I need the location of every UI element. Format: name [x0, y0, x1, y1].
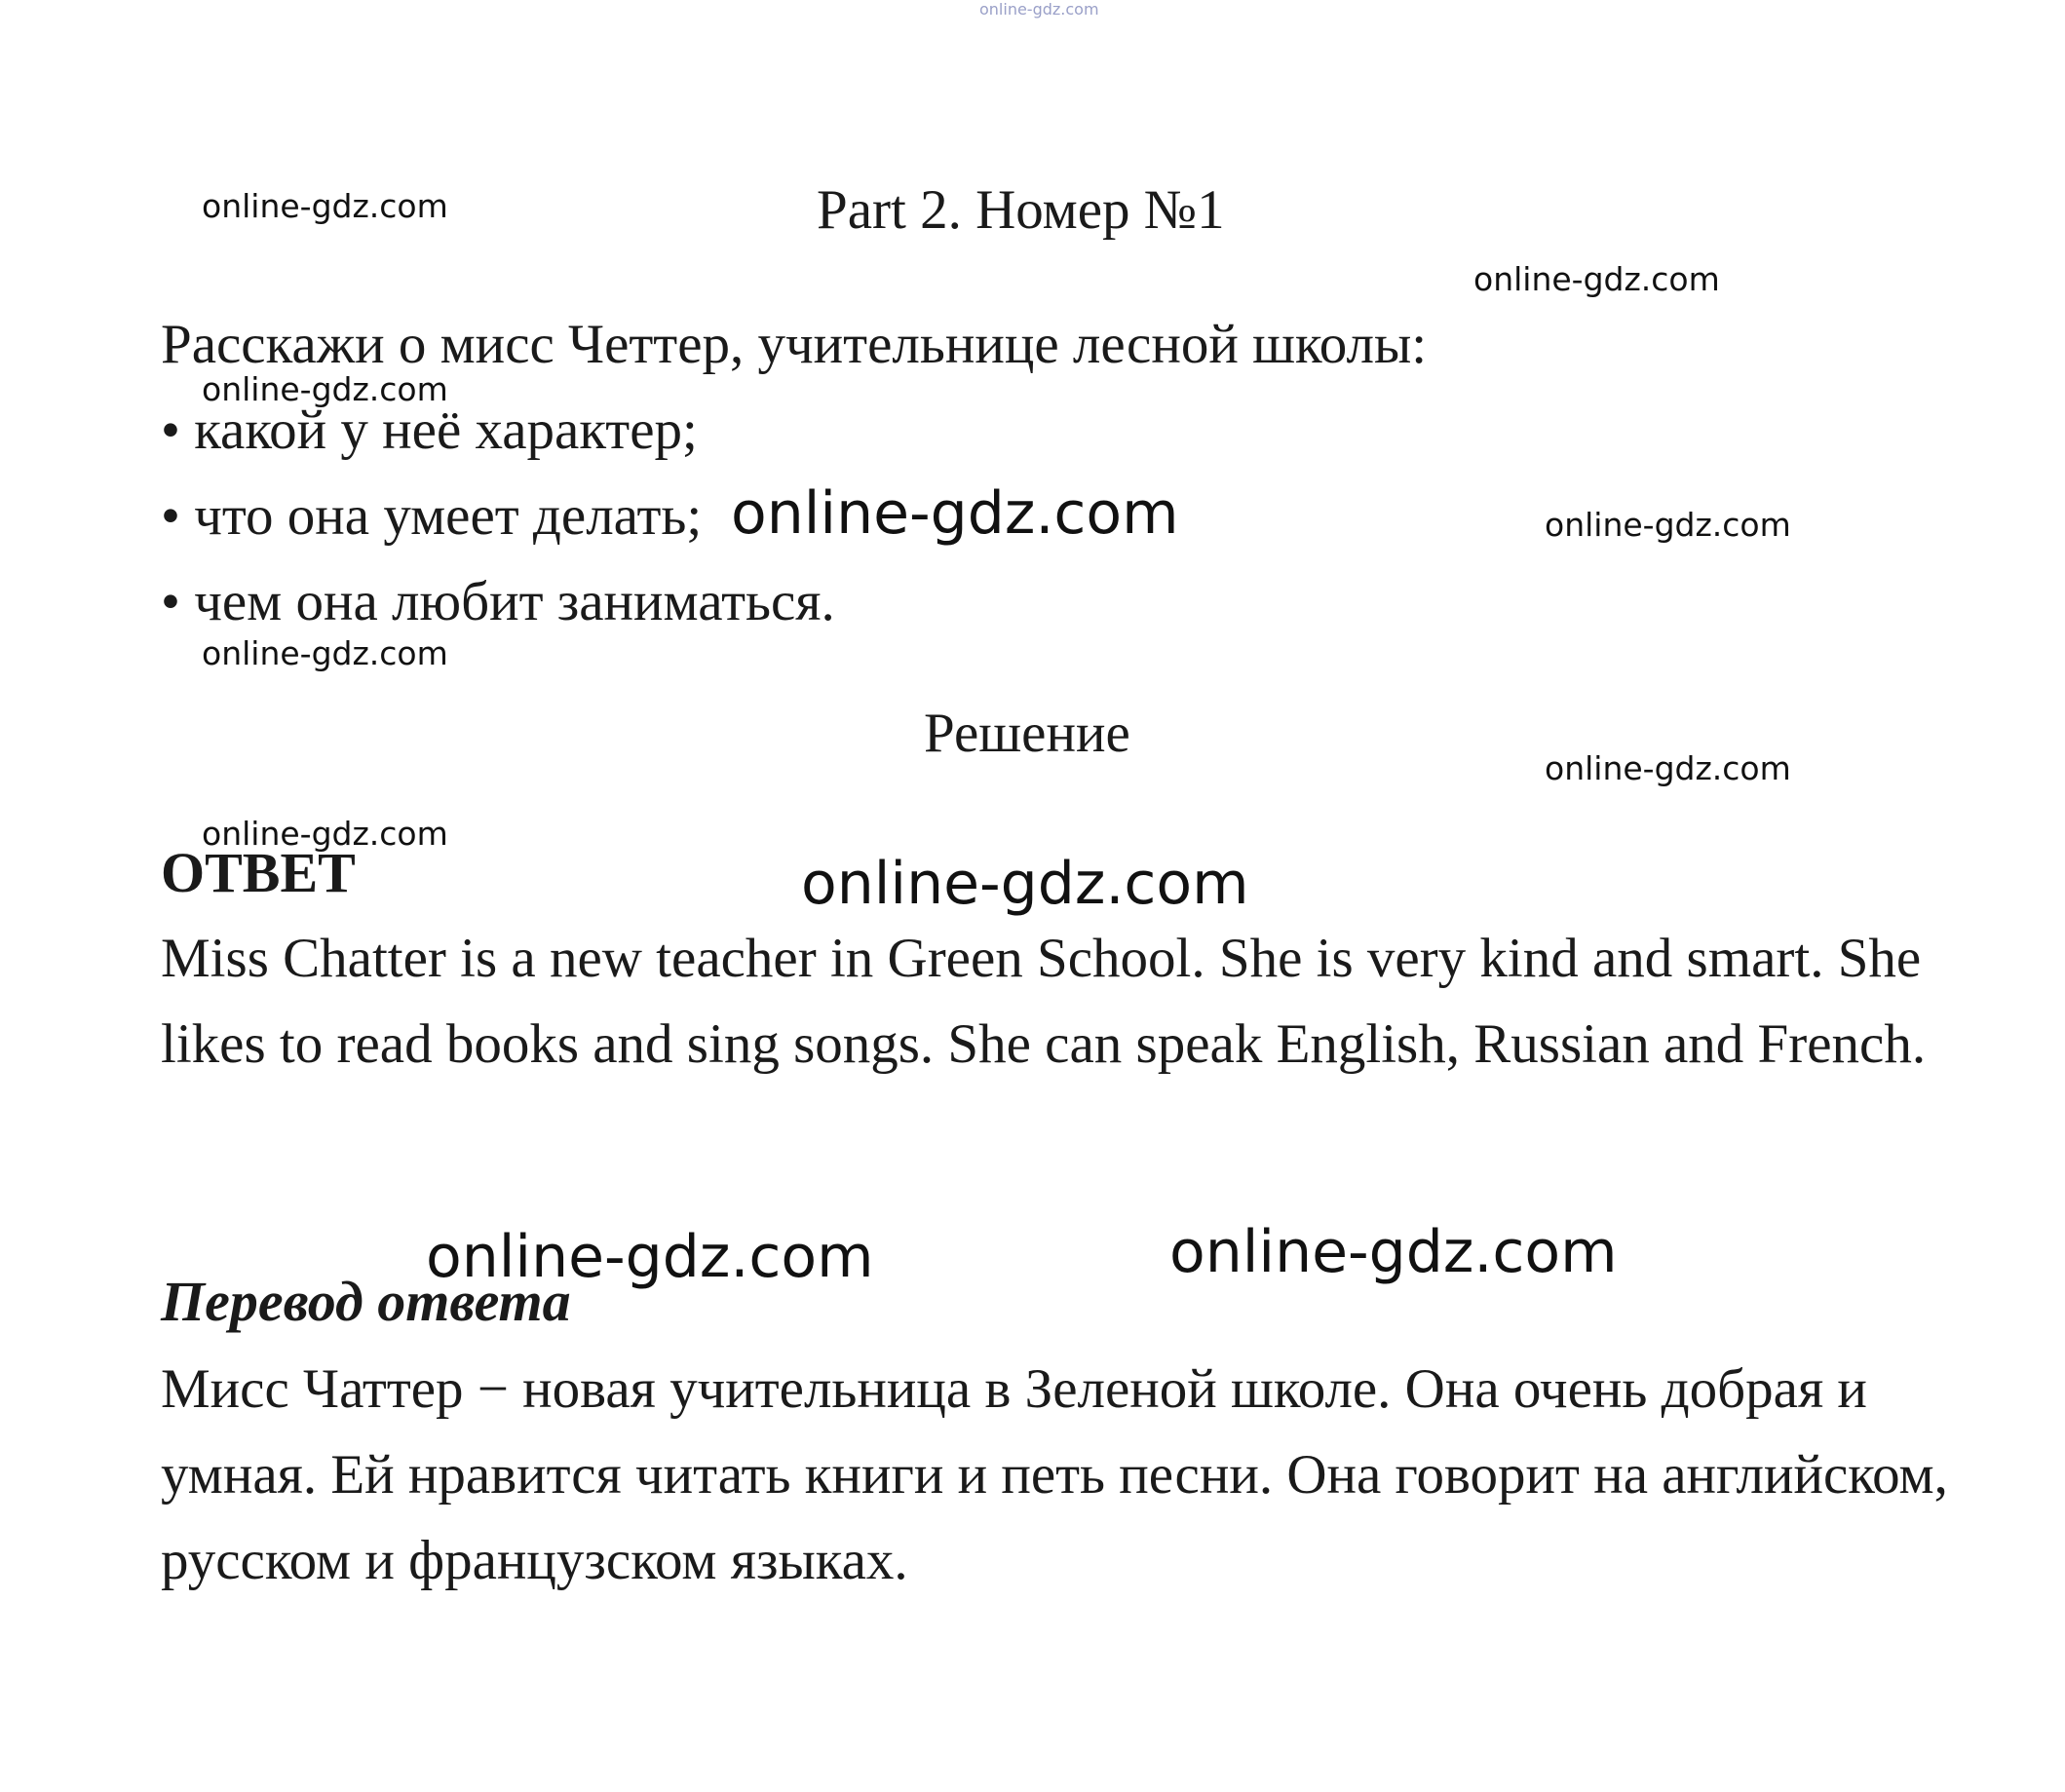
task-bullet-hobbies: • чем она любит заниматься.	[161, 571, 835, 632]
watermark: online-gdz.com	[1473, 260, 1720, 298]
page-title: Part 2. Номер №1	[817, 179, 1225, 241]
watermark: online-gdz.com	[1169, 1218, 1618, 1286]
translation-heading: Перевод ответа	[161, 1270, 571, 1333]
answer-heading: ОТВЕТ	[161, 841, 356, 904]
watermark-top: online-gdz.com	[979, 0, 1099, 19]
translation-text: Мисс Чаттер − новая учительница в Зеленой школе. Она очень добрая и умная. Ей нравится читать книги и петь песни. Она говорит на английском, русском и французском языках.	[161, 1358, 1948, 1591]
watermark: online-gdz.com	[801, 850, 1249, 918]
watermark: online-gdz.com	[1545, 506, 1791, 544]
watermark: online-gdz.com	[202, 370, 448, 408]
watermark: online-gdz.com	[1545, 749, 1791, 787]
task-bullet-character: • какой у неё характер;	[161, 400, 698, 461]
answer-text: Miss Chatter is a new teacher in Green School. She is very kind and smart. She likes to read books and sing songs. She can speak English, Russian and French.	[161, 928, 1927, 1075]
watermark: online-gdz.com	[202, 815, 448, 853]
task-bullet-skills: • что она умеет делать;	[161, 485, 703, 547]
watermark: online-gdz.com	[202, 187, 448, 225]
solution-label: Решение	[924, 703, 1130, 764]
watermark: online-gdz.com	[426, 1223, 874, 1291]
watermark: online-gdz.com	[731, 479, 1179, 548]
task-intro: Расскажи о мисс Четтер, учительнице лесной школы:	[161, 314, 1428, 375]
watermark: online-gdz.com	[202, 634, 448, 672]
